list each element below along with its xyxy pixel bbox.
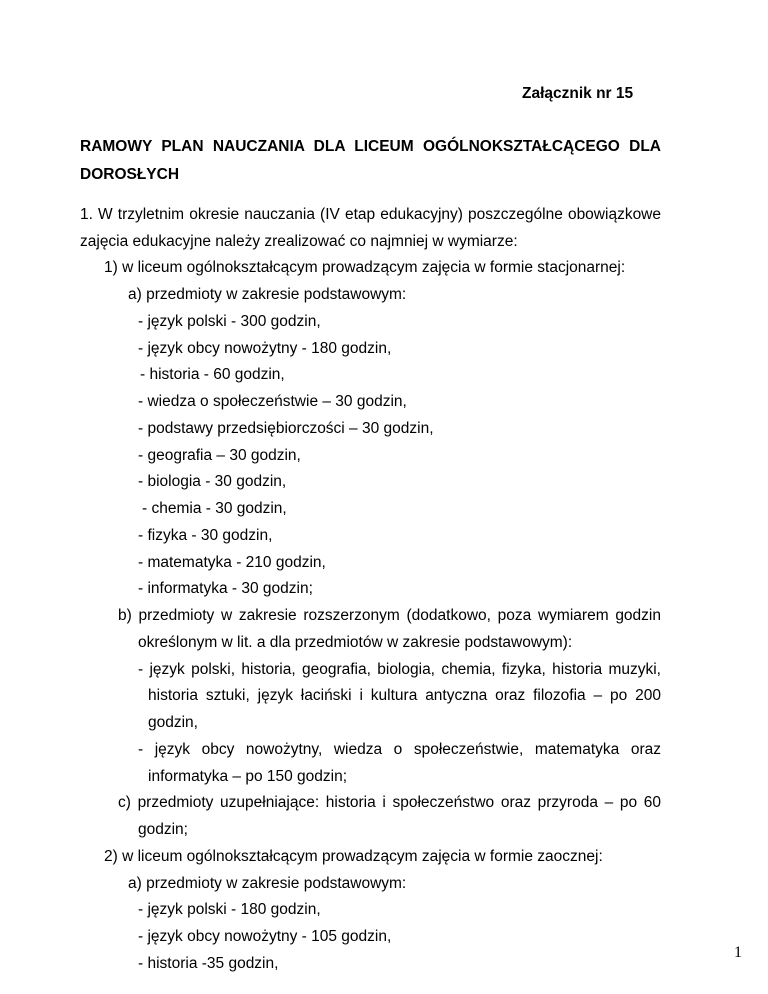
list-item: - podstawy przedsiębiorczości – 30 godzin, — [138, 420, 434, 437]
list-item: - informatyka - 30 godzin; — [138, 580, 313, 597]
section-2-heading: 2) w liceum ogólnokształcącym prowadzącym zajęcia w formie zaocznej: — [104, 848, 603, 865]
list-item: - historia - 60 godzin, — [140, 366, 285, 383]
section-1b-line-1: b) przedmioty w zakresie rozszerzonym (dodatkowo, poza wymiarem godzin — [118, 607, 661, 624]
section-1b-item-2-line-1: - język obcy nowożytny, wiedza o społeczeństwie, matematyka oraz — [138, 741, 661, 758]
list-item: - matematyka - 210 godzin, — [138, 554, 326, 571]
list-item: - fizyka - 30 godzin, — [138, 527, 273, 544]
page-number: 1 — [734, 944, 742, 961]
list-item: - język obcy nowożytny - 105 godzin, — [138, 928, 392, 945]
section-1b-item-1-line-1: - język polski, historia, geografia, biologia, chemia, fizyka, historia muzyki, — [138, 661, 661, 678]
intro-line-2: zajęcia edukacyjne należy zrealizować co najmniej w wymiarze: — [80, 233, 518, 250]
section-1c-line-2: godzin; — [138, 821, 188, 838]
document-title-line-1: RAMOWY PLAN NAUCZANIA DLA LICEUM OGÓLNOKSZTAŁCĄCEGO DLA — [80, 138, 661, 155]
section-2a-heading: a) przedmioty w zakresie podstawowym: — [128, 875, 407, 892]
list-item: - biologia - 30 godzin, — [138, 473, 287, 490]
list-item: - historia -35 godzin, — [138, 955, 279, 972]
document-title-line-2: DOROSŁYCH — [80, 166, 180, 183]
section-1-heading: 1) w liceum ogólnokształcącym prowadzącym zajęcia w formie stacjonarnej: — [104, 259, 626, 276]
annex-label: Załącznik nr 15 — [522, 85, 634, 102]
intro-line-1: 1. W trzyletnim okresie nauczania (IV etap edukacyjny) poszczególne obowiązkowe — [80, 206, 661, 223]
list-item: - język polski - 180 godzin, — [138, 901, 321, 918]
section-1b-item-1-line-3: godzin, — [148, 714, 198, 731]
section-1b-item-2-line-2: informatyka – po 150 godzin; — [148, 768, 348, 785]
list-item: - wiedza o społeczeństwie – 30 godzin, — [138, 393, 407, 410]
section-1b-line-2: określonym w lit. a dla przedmiotów w zakresie podstawowym): — [138, 634, 573, 651]
section-1b-item-1-line-2: historia sztuki, język łaciński i kultura antyczna oraz filozofia – po 200 — [148, 687, 661, 704]
section-1c-line-1: c) przedmioty uzupełniające: historia i społeczeństwo oraz przyroda – po 60 — [118, 794, 661, 811]
section-1a-heading: a) przedmioty w zakresie podstawowym: — [128, 286, 407, 303]
list-item: - chemia - 30 godzin, — [142, 500, 287, 517]
list-item: - język obcy nowożytny - 180 godzin, — [138, 340, 392, 357]
list-item: - język polski - 300 godzin, — [138, 313, 321, 330]
list-item: - geografia – 30 godzin, — [138, 447, 301, 464]
